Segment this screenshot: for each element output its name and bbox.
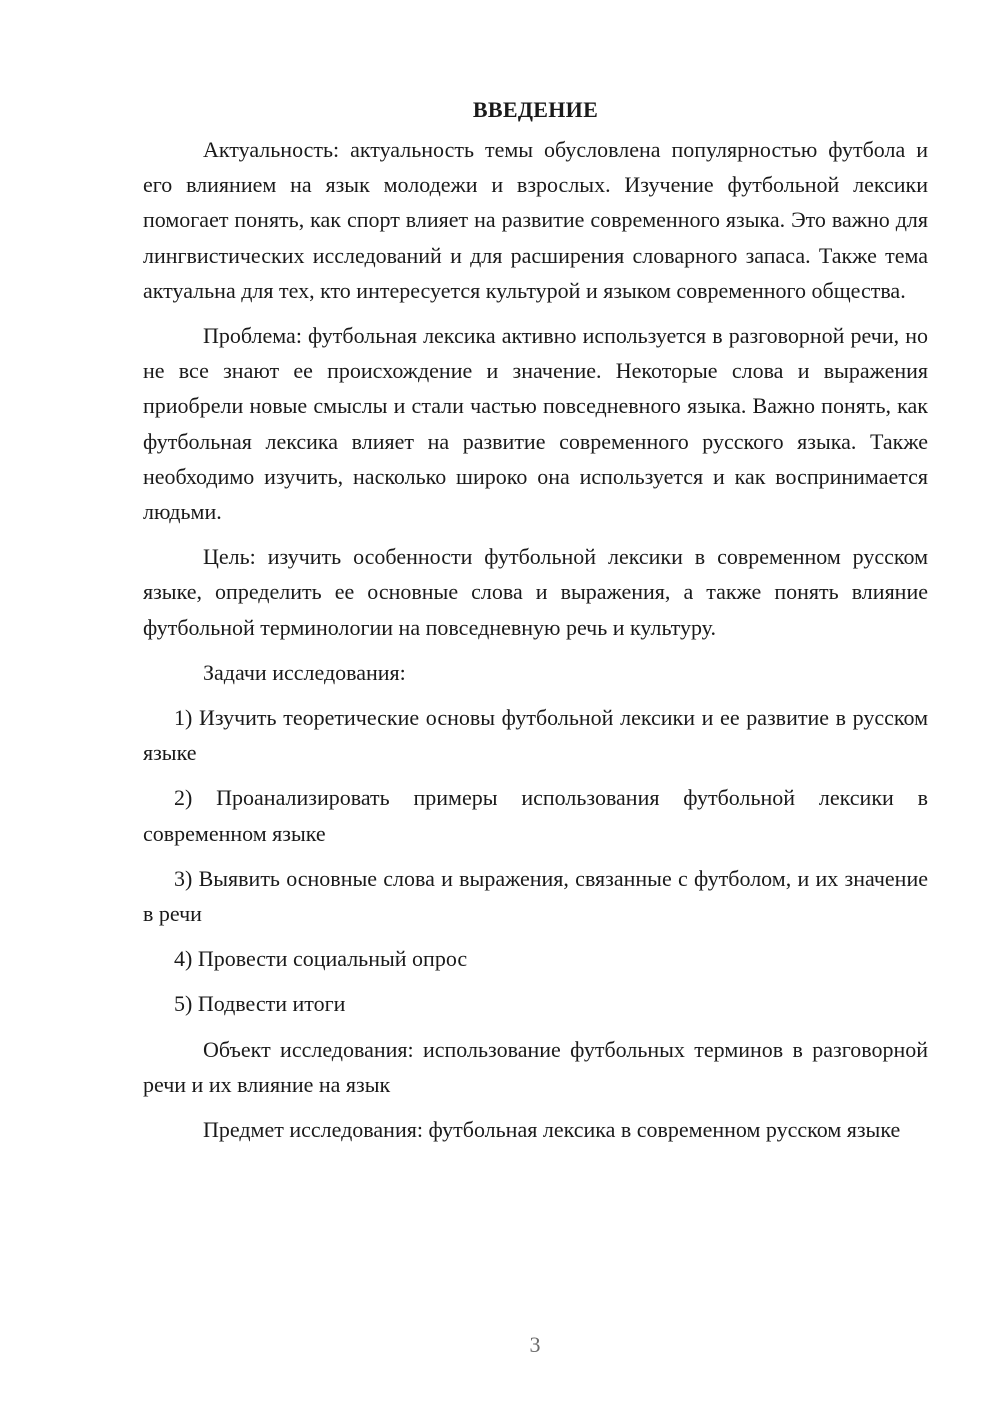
task-item-3: 3) Выявить основные слова и выражения, связанные с футболом, и их значение в речи — [143, 865, 928, 927]
research-subject-paragraph: Предмет исследования: футбольная лексика в современном русском языке — [203, 1117, 901, 1143]
tasks-title: Задачи исследования: — [203, 659, 406, 685]
tasks-list — [143, 700, 928, 1022]
page-number: 3 — [529, 1332, 541, 1357]
task-item-4: 4) Провести социальный опрос — [174, 946, 468, 972]
document-page — [143, 92, 928, 1157]
task-item-5: 5) Подвести итоги — [174, 991, 346, 1017]
task-item-1: 1) Изучить теоретические основы футбольной лексики и ее развитие в русском языке — [143, 705, 928, 766]
problem-paragraph: Проблема: футбольная лексика активно используется в разговорной речи, но не все знают ее происхождение и значение. Некоторые слова и выражения приобрели новые смыслы и стали частью повседневного языка. Важно понять, как футбольная лексика влияет на развитие современного русского языка. Также необходимо изучить, насколько широко она используется и как воспринимается людьми. — [143, 323, 928, 525]
task-item-2: 2) Проанализировать примеры использования футбольной лексики в современном языке — [143, 785, 928, 846]
relevance-paragraph: Актуальность: актуальность темы обусловлена популярностью футбола и его влиянием на язык молодежи и взрослых. Изучение футбольной лексики помогает понять, как спорт влияет на развитие современного языка. Это важно для лингвистических исследований и для расширения словарного запаса. Также тема актуальна для тех, кто интересуется культурой и языком современного общества. — [143, 137, 928, 303]
goal-paragraph: Цель: изучить особенности футбольной лексики в современном русском языке, определить ее основные слова и выражения, а также понять влияние футбольной терминологии на повседневную речь и культуру. — [143, 544, 928, 640]
research-object-paragraph: Объект исследования: использование футбольных терминов в разговорной речи и их влияние на язык — [143, 1036, 928, 1097]
section-heading: ВВЕДЕНИЕ — [472, 97, 599, 122]
